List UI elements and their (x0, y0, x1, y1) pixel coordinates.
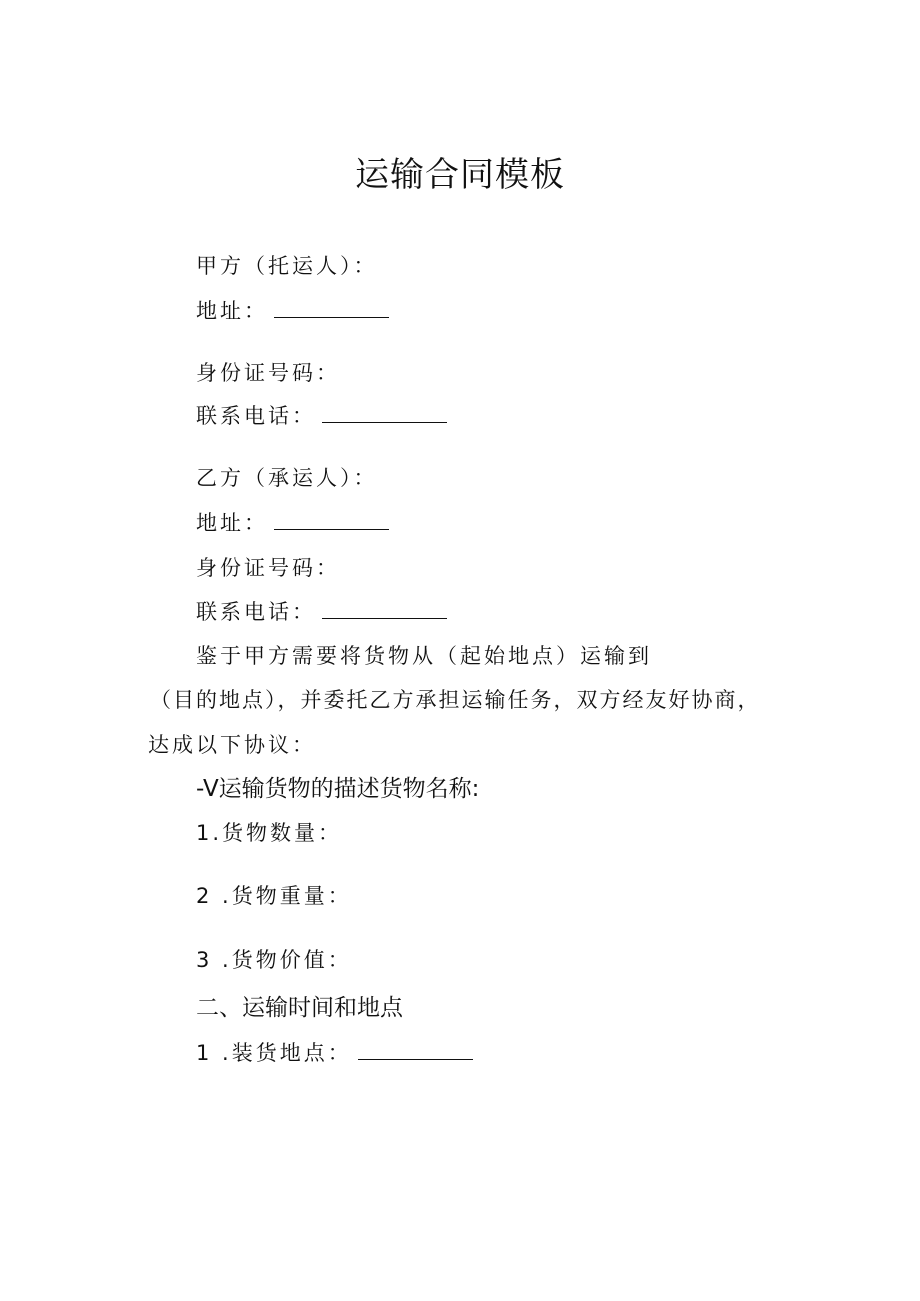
party-a-address-label: 地址： (196, 299, 268, 323)
intro-line-2: （目的地点），并委托乙方承担运输任务，双方经友好协商， (150, 688, 761, 712)
section2-item-1-label: 1 .装货地点： (196, 1041, 352, 1065)
party-b-address-row (196, 513, 389, 534)
party-a-label: 甲方（托运人）： (196, 254, 378, 278)
intro-line-3: 达成以下协议： (148, 733, 316, 757)
party-b-phone-row (196, 602, 447, 623)
party-a-address-row (196, 301, 389, 322)
section2-heading: 二、运输时间和地点 (196, 995, 403, 1021)
section2-item-1-row (196, 1043, 473, 1064)
party-a-address-blank (274, 315, 389, 318)
party-a-phone-blank (322, 420, 447, 423)
party-b-label: 乙方（承运人）： (196, 466, 378, 490)
party-a-phone-label: 联系电话： (196, 404, 316, 428)
section2-item-1-blank (358, 1057, 473, 1060)
party-a-phone-row (196, 406, 447, 427)
party-a-id-label: 身份证号码： (196, 361, 340, 385)
section1-item-2: 2 .货物重量： (196, 884, 352, 908)
party-b-address-blank (274, 527, 389, 530)
party-b-phone-label: 联系电话： (196, 600, 316, 624)
section1-item-3: 3 .货物价值： (196, 948, 352, 972)
party-b-phone-blank (322, 616, 447, 619)
document-title: 运输合同模板 (355, 155, 565, 195)
section1-heading: -V运输货物的描述货物名称: (196, 776, 480, 802)
intro-line-1: 鉴于甲方需要将货物从（起始地点）运输到 (196, 644, 652, 668)
party-b-address-label: 地址： (196, 511, 268, 535)
section1-item-1: 1.货物数量： (196, 821, 343, 845)
party-b-id-label: 身份证号码： (196, 556, 340, 580)
